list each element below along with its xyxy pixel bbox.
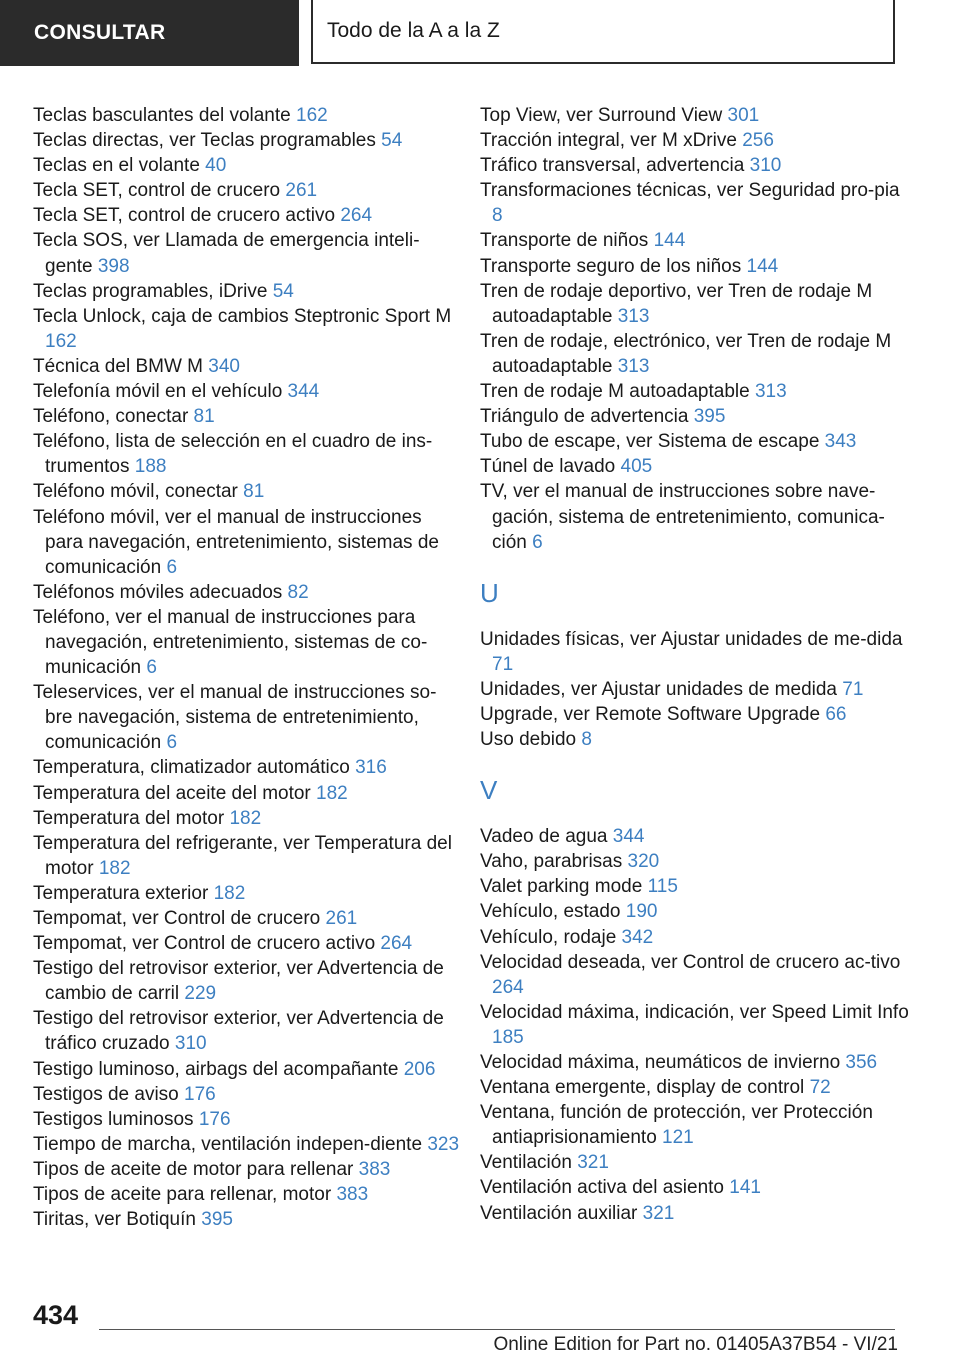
section-tab-label: CONSULTAR [34,21,166,44]
index-entry [33,881,463,906]
page-reference-link[interactable]: 182 [229,807,262,829]
page-reference-link[interactable]: 185 [492,1026,524,1048]
index-entry-text: Tiempo de marcha, ventilación indepen-diente [33,1133,423,1155]
index-entry-text: Teléfono móvil, conectar [33,481,238,503]
index-group-v [480,824,910,1226]
index-entry-text: Uso debido [480,729,577,751]
page-reference-link[interactable]: 72 [809,1077,831,1099]
page-reference-link[interactable]: 40 [205,155,227,177]
page-reference-link[interactable]: 190 [625,901,658,923]
index-entry [480,254,910,279]
index-entry-text: Temperatura, climatizador automático [33,757,350,779]
page-reference-link[interactable]: 310 [174,1033,207,1055]
index-entry-text: Técnica del BMW M [33,355,203,377]
index-entry [33,153,463,178]
index-entry-text: Velocidad máxima, neumáticos de invierno [480,1052,841,1073]
page-reference-link[interactable]: 54 [272,280,294,302]
index-entry [33,1182,463,1207]
page-reference-link[interactable]: 144 [653,230,686,252]
index-entry-text: Unidades, ver Ajustar unidades de medida [480,678,838,700]
index-entry [480,128,910,153]
index-entry [480,228,910,253]
index-entry-text: Ventilación auxiliar [480,1202,638,1224]
page-reference-link[interactable]: 182 [316,782,348,804]
index-entry [33,1207,463,1232]
index-entry-text: Ventana emergente, display de control [480,1077,805,1099]
index-entry [480,899,910,924]
page-reference-link[interactable]: 141 [729,1177,761,1199]
index-entry-text: Temperatura del motor [33,807,225,829]
page-number: 434 [33,1300,79,1330]
index-entry [33,956,463,1006]
index-entry-text: Tecla SOS, ver Llamada de emergencia inteli-gente [33,230,420,277]
index-entry [33,781,463,806]
index-entry [33,379,463,404]
page-reference-link[interactable]: 344 [287,381,320,403]
index-entry [33,931,463,956]
index-entry-text: Teléfono, conectar [33,406,189,428]
index-entry-text: Triángulo de advertencia [480,406,689,428]
page-reference-link[interactable]: 356 [845,1052,878,1073]
index-entry [33,1107,463,1132]
index-entry-text: Testigos luminosos [33,1108,194,1130]
page-reference-link[interactable]: 264 [492,976,524,998]
index-entry [480,1201,910,1226]
index-entry-text: Transporte seguro de los niños [480,255,742,277]
page-reference-link[interactable]: 261 [325,908,358,929]
index-entry [480,727,910,752]
index-entry [480,178,910,228]
page-reference-link[interactable]: 340 [208,355,240,377]
index-entry-text: Vadeo de agua [480,826,608,848]
index-entry [480,279,910,329]
index-entry-text: Testigo luminoso, airbags del acompañante [33,1058,399,1080]
index-entry [33,1157,463,1182]
index-entry-text: Vehículo, estado [480,901,621,923]
index-entry [480,925,910,950]
index-entry [33,304,463,354]
index-entry [480,1150,910,1175]
index-entry [480,454,910,479]
page-reference-link[interactable]: 182 [98,857,131,879]
page-reference-link[interactable]: 6 [532,531,543,553]
page-reference-link[interactable]: 6 [166,732,178,754]
page-reference-link[interactable]: 176 [198,1108,231,1130]
index-entry [480,1000,910,1050]
index-entry-text: Tiritas, ver Botiquín [33,1209,196,1231]
page-reference-link[interactable]: 82 [287,581,309,603]
index-entry [33,580,463,605]
page-reference-link[interactable]: 321 [577,1152,609,1174]
index-entry-text: Tempomat, ver Control de crucero activo [33,933,376,955]
page-reference-link[interactable]: 320 [627,851,660,873]
index-entry-text: Tecla Unlock, caja de cambios Steptronic Sport M [33,305,452,327]
page-reference-link[interactable]: 398 [97,255,130,277]
index-entry [33,203,463,228]
index-entry-text: Ventilación [480,1152,572,1174]
page-reference-link[interactable]: 310 [749,155,782,177]
index-entry [33,228,463,278]
section-tab[interactable] [0,0,299,66]
page-reference-link[interactable]: 383 [358,1158,391,1180]
page-reference-link[interactable]: 321 [642,1202,675,1224]
index-entry-text: Teclas en el volante [33,155,200,177]
index-entry [480,849,910,874]
page-reference-link[interactable]: 261 [285,180,318,202]
index-entry-text: TV, ver el manual de instrucciones sobre nave-gación, sistema de entretenimiento, comunica-ción [480,481,885,553]
index-entry [33,755,463,780]
index-entry [480,329,910,379]
index-entry [480,103,910,128]
page-reference-link[interactable]: 144 [746,255,779,277]
index-letter-u: U [480,577,499,608]
index-entry-text: Tecla SET, control de crucero activo [33,205,336,227]
index-entry [480,1050,910,1075]
index-entry-text: Temperatura exterior [33,882,209,904]
index-entry-text: Teléfono, lista de selección en el cuadro de ins-trumentos [33,431,433,478]
index-entry [33,680,463,755]
page-reference-link[interactable]: 323 [427,1133,460,1155]
index-entry-text: Tipos de aceite para rellenar, motor [33,1184,332,1206]
index-entry [33,1132,463,1157]
index-entry-text: Transformaciones técnicas, ver Seguridad pro-pia [480,180,900,202]
index-group-u [480,627,910,752]
page-reference-link[interactable]: 8 [581,729,592,751]
page-reference-link[interactable]: 264 [340,205,373,227]
index-entry-text: Testigo del retrovisor exterior, ver Advertencia de cambio de carril [33,958,444,1005]
index-entry-text: Tubo de escape, ver Sistema de escape [480,431,820,453]
page-reference-link[interactable]: 316 [355,757,387,779]
page-reference-link[interactable]: 6 [166,556,178,578]
index-entry [33,505,463,580]
index-entry [33,831,463,881]
index-entry-text: Túnel de lavado [480,456,616,478]
index-entry [480,824,910,849]
index-entry-text: Velocidad deseada, ver Control de crucero ac-tivo [480,951,901,973]
page-reference-link[interactable]: 188 [134,456,167,478]
index-entry [480,479,910,554]
index-entry [33,354,463,379]
index-entry-text: Vaho, parabrisas [480,851,623,873]
index-entry [480,702,910,727]
index-entry-text: Ventilación activa del asiento [480,1177,724,1199]
index-entry-text: Ventana, función de protección, ver Protección antiaprisionamiento [480,1102,873,1149]
page-header [0,0,960,66]
footer-edition: Online Edition for Part no. 01405A37B54 - VI/21 [493,1334,898,1355]
page-reference-link[interactable]: 342 [621,926,654,948]
page-reference-link[interactable]: 395 [201,1209,233,1231]
index-entry [33,103,463,128]
page-reference-link[interactable]: 121 [662,1127,694,1149]
index-entry [33,1006,463,1056]
page-reference-link[interactable]: 71 [842,678,864,700]
index-entry-text: Upgrade, ver Remote Software Upgrade [480,703,821,725]
page-reference-link[interactable]: 8 [492,205,503,227]
index-entry-text: Tren de rodaje, electrónico, ver Tren de rodaje M autoadaptable [480,330,892,377]
index-entry [480,950,910,1000]
index-entry-text: Teléfonos móviles adecuados [33,581,283,603]
index-entry-text: Teléfono, ver el manual de instrucciones para navegación, entretenimiento, sistemas de co-municación [33,606,428,679]
index-entry-text: Valet parking mode [480,876,643,898]
index-entry-text: Tráfico transversal, advertencia [480,155,745,177]
index-entry [33,1057,463,1082]
page-reference-link[interactable]: 229 [184,983,217,1005]
page-reference-link[interactable]: 256 [742,130,774,152]
index-entry-text: Temperatura del refrigerante, ver Temperatura del motor [33,832,452,879]
page-reference-link[interactable]: 313 [617,355,650,377]
index-entry-text: Transporte de niños [480,230,649,252]
index-entry-text: Top View, ver Surround View [480,105,723,126]
index-entry-text: Tren de rodaje deportivo, ver Tren de rodaje M autoadaptable [480,280,873,327]
page-reference-link[interactable]: 71 [492,653,514,675]
index-entry-text: Temperatura del aceite del motor [33,782,311,804]
index-entry-text: Teclas programables, iDrive [33,280,268,302]
page-reference-link[interactable]: 81 [193,406,215,428]
index-entry-text: Teclas directas, ver Teclas programables [33,130,376,152]
page-reference-link[interactable]: 264 [380,933,413,955]
index-entry [480,153,910,178]
index-column-left [33,103,463,1232]
page-reference-link[interactable]: 54 [381,130,403,152]
index-entry [480,874,910,899]
page-reference-link[interactable]: 115 [647,876,678,898]
page-reference-link[interactable]: 81 [243,481,265,503]
index-entry-text: Testigos de aviso [33,1083,179,1105]
index-entry-text: Tren de rodaje M autoadaptable [480,381,750,403]
index-entry [480,677,910,702]
page-reference-link[interactable]: 66 [825,703,847,725]
index-entry-text: Teclas basculantes del volante [33,105,291,126]
page-reference-link[interactable]: 162 [296,105,328,126]
index-entry-text: Teléfono móvil, ver el manual de instrucciones para navegación, entretenimiento, sistemas de comunicación [33,506,439,578]
index-entry [33,178,463,203]
index-entry-text: Testigo del retrovisor exterior, ver Advertencia de tráfico cruzado [33,1008,444,1055]
page-reference-link[interactable]: 176 [184,1083,216,1105]
index-entry-text: Vehículo, rodaje [480,926,617,948]
index-entry [33,1082,463,1107]
index-entry-text: Tipos de aceite de motor para rellenar [33,1158,354,1180]
page-reference-link[interactable]: 343 [824,431,857,453]
footer-rule [99,1329,895,1330]
page-reference-link[interactable]: 206 [403,1058,436,1080]
page-reference-link[interactable]: 395 [693,406,726,428]
chapter-title-tab [311,0,895,64]
index-entry-text: Teleservices, ver el manual de instrucciones so-bre navegación, sistema de entretenimiento, comunicación [33,682,437,754]
index-entry-text: Unidades físicas, ver Ajustar unidades de me-dida [480,628,903,650]
index-letter-v: V [480,775,498,806]
page-reference-link[interactable]: 182 [213,882,246,904]
page-reference-link[interactable]: 6 [146,657,157,679]
index-entry [480,1075,910,1100]
index-entry-text: Tecla SET, control de crucero [33,180,281,202]
index-entry [480,404,910,429]
page-reference-link[interactable]: 162 [45,330,77,352]
index-entry-text: Tracción integral, ver M xDrive [480,130,737,152]
index-entry [33,906,463,931]
index-entry [480,627,910,677]
page-reference-link[interactable]: 313 [617,305,650,327]
page-reference-link[interactable]: 344 [612,826,645,848]
page-reference-link[interactable]: 383 [336,1184,369,1206]
index-entry-text: Telefonía móvil en el vehículo [33,381,283,403]
index-entry [480,1175,910,1200]
chapter-title: Todo de la A a la Z [327,19,500,42]
index-entry-text: Velocidad máxima, indicación, ver Speed Limit Info [480,1001,909,1023]
index-column-right [480,103,910,1226]
index-entry-text: Tempomat, ver Control de crucero [33,908,321,929]
page-reference-link[interactable]: 313 [754,381,787,403]
page-reference-link[interactable]: 301 [727,105,760,126]
index-entry [33,128,463,153]
index-entry [480,429,910,454]
index-entry [33,605,463,680]
page-reference-link[interactable]: 405 [620,456,653,478]
index-group-t [480,103,910,555]
index-entry [33,429,463,479]
index-entry [33,279,463,304]
index-entry [33,404,463,429]
index-entry [33,479,463,504]
index-entry [480,379,910,404]
index-entry [480,1100,910,1150]
index-entry [33,806,463,831]
